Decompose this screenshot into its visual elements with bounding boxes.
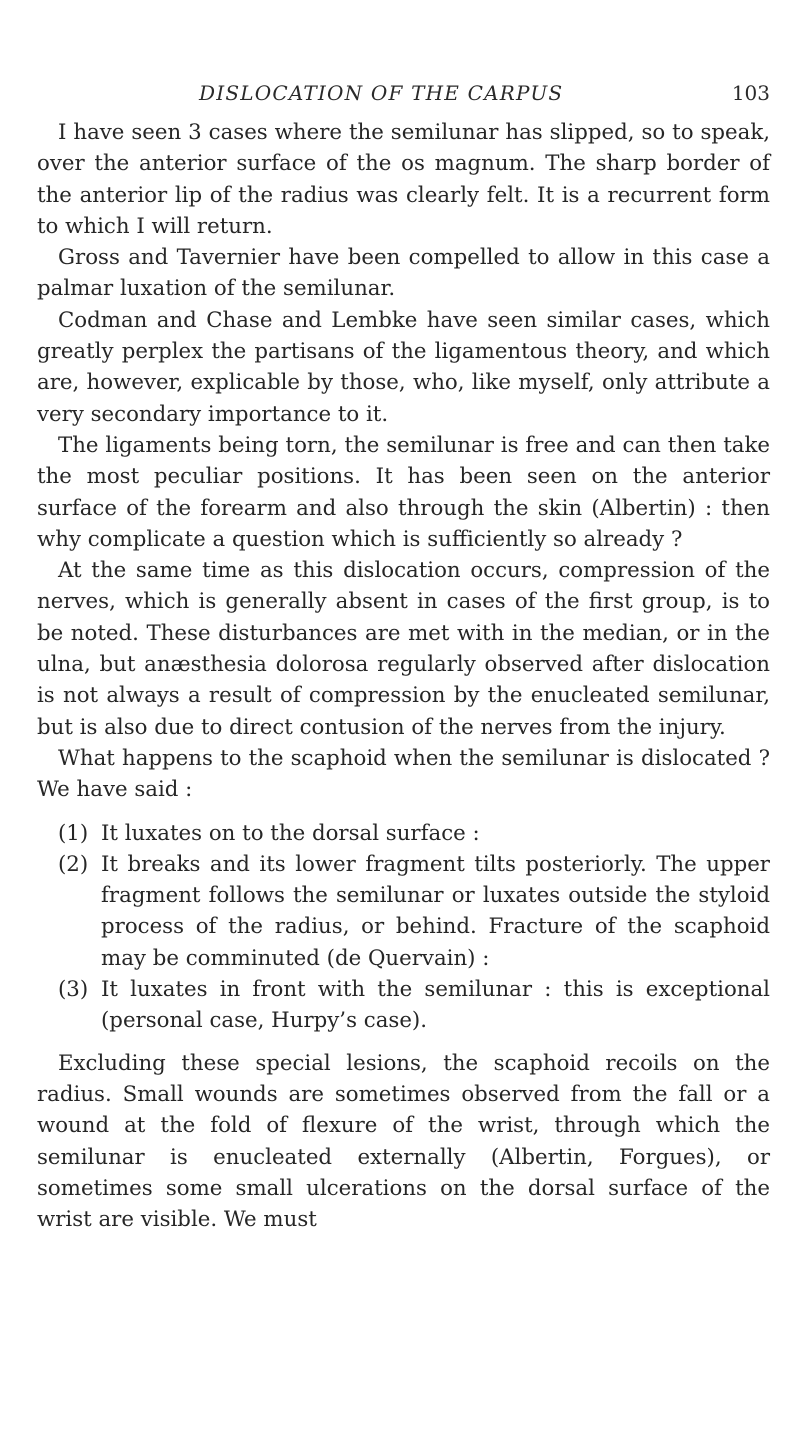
- list-item-text: It breaks and its lower fragment tilts posteriorly. The upper fragment follows the semilunar or luxates outside the styloid process of the radius, or behind. Fracture of the scaphoid may be comminuted (de Quervain) :: [101, 851, 770, 971]
- paragraph-6: What happens to the scaphoid when the semilunar is dislocated ? We have said :: [37, 745, 770, 803]
- list-item-text: It luxates on to the dorsal surface :: [101, 820, 480, 846]
- book-page: [37, 0, 770, 1233]
- list-item: [58, 974, 770, 1037]
- body-text: [37, 117, 770, 1235]
- paragraph-4: The ligaments being torn, the semilunar is free and can then take the most peculiar positions. It has been seen on the anterior surface of the forearm and also through the skin (Albertin) : then why complicate a question which is sufficiently so already ?: [37, 432, 770, 552]
- list-item-text: It luxates in front with the semilunar : this is exceptional (personal case, Hurpy’s case).: [101, 977, 770, 1034]
- list-item: [58, 818, 770, 849]
- list-item-number: (3): [58, 977, 89, 1003]
- list-item: [58, 849, 770, 974]
- numbered-list: [37, 818, 770, 1037]
- paragraph-1: I have seen 3 cases where the semilunar has slipped, so to speak, over the anterior surface of the os magnum. The sharp border of the anterior lip of the radius was clearly felt. It is a recurrent form to which I will return.: [37, 120, 770, 239]
- list-item-number: (1): [58, 820, 89, 846]
- paragraph-5: At the same time as this dislocation occurs, compression of the nerves, which is generally absent in cases of the first group, is to be noted. These disturbances are met with in the median, or in the ulna, but anæsthesia dolorosa regularly observed after dislocation is not always a result of compression by the enucleated semilunar, but is also due to direct contusion of the nerves from the injury.: [37, 558, 770, 740]
- page-header: [37, 0, 770, 105]
- closing-paragraph: Excluding these special lesions, the scaphoid recoils on the radius. Small wounds are sometimes observed from the fall or a wound at the fold of flexure of the wrist, through which the semilunar is enucleated externally (Albertin, Forgues), or sometimes some small ulcerations on the dorsal surface of the wrist are visible. We must: [37, 1050, 770, 1233]
- page-number: 103: [731, 81, 770, 105]
- running-title: DISLOCATION OF THE CARPUS: [199, 81, 564, 105]
- paragraph-3: Codman and Chase and Lembke have seen similar cases, which greatly perplex the partisans of the ligamentous theory, and which are, however, explicable by those, who, like myself, only attribute a very secondary importance to it.: [37, 307, 770, 427]
- list-item-number: (2): [58, 851, 89, 877]
- paragraph-2: Gross and Tavernier have been compelled to allow in this case a palmar luxation of the semilunar.: [37, 245, 770, 302]
